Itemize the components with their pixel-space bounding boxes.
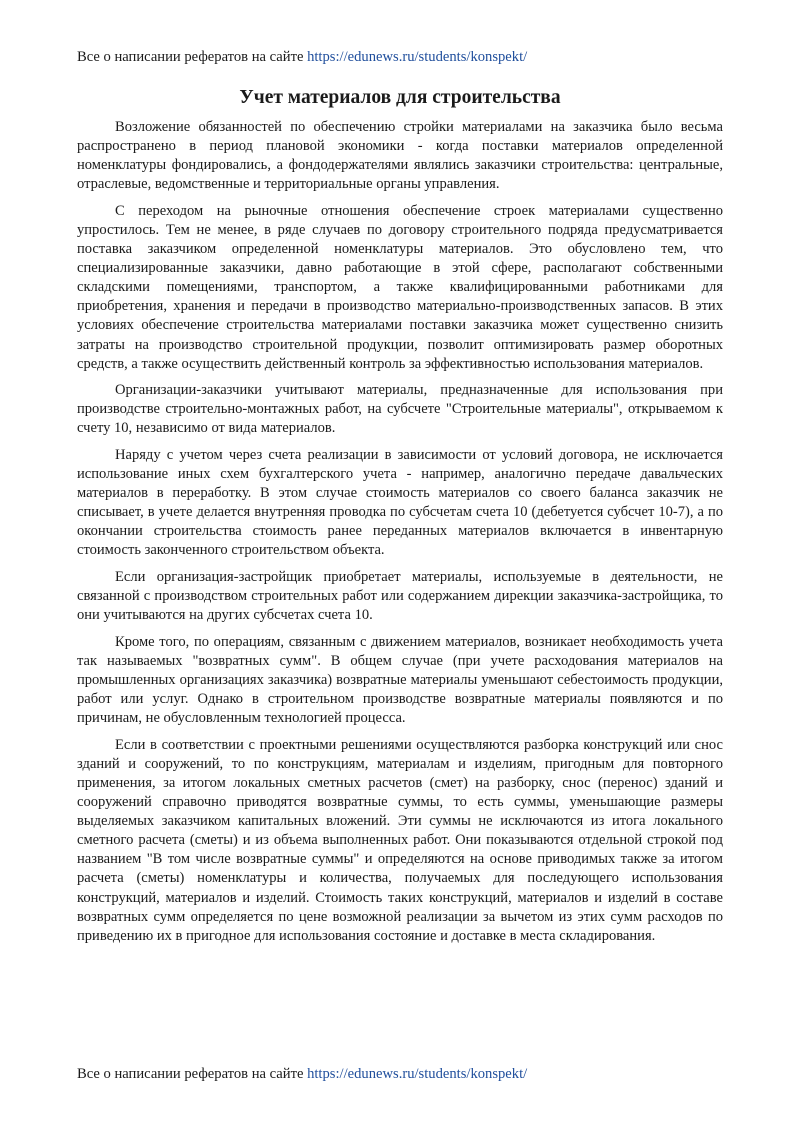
paragraph-7: Если в соответствии с проектными решениями осуществляются разборка конструкций или снос зданий и сооружений, то по конструкциям, материалам и изделиям, пригодным для повторного применения, за итогом локальных сметных расчетов (смет) на разборку, снос (перенос) зданий и сооружений справочно приводятся возвратные суммы, то есть суммы, уменьшающие размеры выделяемых заказчиком капитальных вложений. Эти суммы не исключаются из итога локального сметного расчета (сметы) и из объема выполненных работ. Они показываются отдельной строкой под названием "В том числе возвратные суммы" и определяются на основе приводимых также за итогом расчета (сметы) номенклатуры и количества, получаемых для последующего использования конструкций, материалов и изделий. Стоимость таких конструкций, материалов и изделий в составе возвратных сумм определяется по цене возможной реализации за вычетом из этих сумм расходов по приведению их в пригодное для использования состояние и доставке в места складирования. [77,736,723,944]
footer-site-link[interactable]: https://edunews.ru/students/konspekt/ [307,1066,528,1082]
header-text: Все о написании рефератов на сайте [77,49,308,65]
page-header [77,48,527,66]
paragraph-5: Если организация-застройщик приобретает материалы, используемые в деятельности, не связанной с производством строительных работ или содержанием дирекции заказчика-застройщика, то они учитываются на других субсчетах счета 10. [77,569,723,624]
paragraph-3: Организации-заказчики учитывают материалы, предназначенные для использования при производстве строительно-монтажных работ, на субсчете "Строительные материалы", открываемом к счету 10, независимо от вида материалов. [77,382,723,437]
paragraph-4: Наряду с учетом через счета реализации в зависимости от условий договора, не исключается использование иных схем бухгалтерского учета - например, аналогично передаче давальческих материалов в переработку. В этом случае стоимость материалов со своего баланса заказчик не списывает, в учете делается внутренняя проводка по субсчетам счета 10 (дебетуется субсчет 10-7), а по окончании строительства стоимость ранее переданных материалов включается в инвентарную стоимость законченного строительством объекта. [77,447,723,559]
paragraph-2: С переходом на рыночные отношения обеспечение строек материалами существенно упростилось. Тем не менее, в ряде случаев по договору строительного подряда предусматривается поставка заказчиком определенной номенклатуры материалов. Это обусловлено тем, что специализированные заказчики, давно работающие в этой сфере, располагают собственными складскими помещениями, транспортом, а также квалифицированными работниками для приобретения, хранения и передачи в производство материально-производственных запасов. В этих условиях обеспечение строительства материалами поставки заказчика может существенно снизить затраты на производство строительной продукции, позволит оптимизировать размер оборотных средств, а также осуществить действенный контроль за эффективностью использования материалов. [77,202,723,372]
paragraph-6: Кроме того, по операциям, связанным с движением материалов, возникает необходимость учета так называемых "возвратных сумм". В общем случае (при учете расходования материалов на промышленных организациях заказчика) возвратные материалы уменьшают себестоимость продукции, работ или услуг. Однако в строительном производстве возвратные материалы появляются и по причинам, не обусловленным технологией процесса. [77,633,723,727]
footer-text: Все о написании рефератов на сайте [77,1066,308,1082]
paragraph-1: Возложение обязанностей по обеспечению стройки материалами на заказчика было весьма распространено в период плановой экономики - когда поставки материалов определенной номенклатуры фондировались, а фондодержателями являлись заказчики строительства: центральные, отраслевые, ведомственные и территориальные органы управления. [77,119,723,193]
document-title: Учет материалов для строительства [239,87,561,108]
header-site-link[interactable]: https://edunews.ru/students/konspekt/ [307,49,528,65]
document-body [77,118,723,953]
page-footer [77,1065,527,1083]
